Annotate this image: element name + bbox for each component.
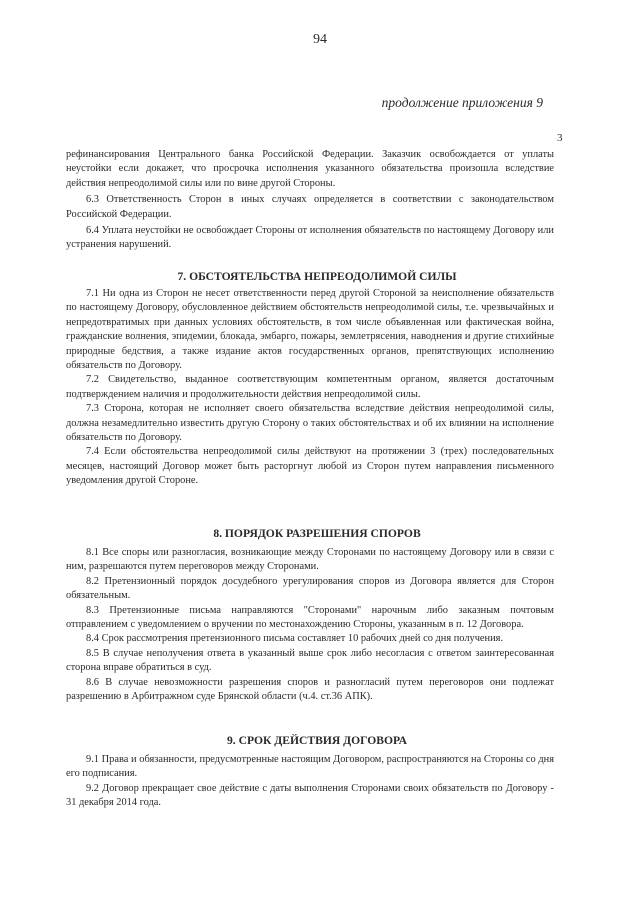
paragraph-9-2: 9.2 Договор прекращает свое действие с даты выполнения Сторонами своих обязательств по Договору - 31 декабря 2014 года. — [66, 782, 554, 809]
subpage-number: 3 — [557, 132, 563, 144]
paragraph-8-6: 8.6 В случае невозможности разрешения споров и разногласий путем переговоров они подлежат разрешению в Арбитражном суде Брянской области (ч.4. ст.36 АПК). — [66, 676, 554, 703]
paragraph-7-1: 7.1 Ни одна из Сторон не несет ответственности перед другой Стороной за неисполнение обязательств по настоящему Договору, обусловленное действием обстоятельств непреодолимой силы, т.е. чрезвычайных и непредотвратимых при данных условиях обстоятельств, в том числе объявленная или фактическая война, гражданские волнения, эпидемии, блокада, эмбарго, пожары, землетрясения, наводнения и другие стихийные природные бедствия, а также издание актов государственных органов, препятствующих исполнению обязательств по Договору. — [66, 288, 554, 372]
document-body — [66, 148, 554, 809]
paragraph-8-2: 8.2 Претензионный порядок досудебного урегулирования споров из Договора является для Сторон обязательным. — [66, 575, 554, 602]
section-7-title: 7. ОБСТОЯТЕЛЬСТВА НЕПРЕОДОЛИМОЙ СИЛЫ — [177, 270, 457, 283]
paragraph-8-4: 8.4 Срок рассмотрения претензионного письма составляет 10 рабочих дней со дня получения. — [86, 633, 504, 645]
section-force-majeure — [66, 270, 554, 489]
paragraph-7-2: 7.2 Свидетельство, выданное соответствующим компетентным органом, является достаточным подтверждением наличия и продолжительности действия непреодолимой силы. — [66, 374, 554, 400]
paragraph-8-3: 8.3 Претензионные письма направляются "Сторонами" нарочным либо заказным почтовым отправлением с уведомлением о вручении по местонахождению Стороны, указанным в п. 12 Договора. — [66, 604, 554, 631]
section-disputes — [66, 527, 554, 704]
paragraph-7-3: 7.3 Сторона, которая не исполняет своего обязательства вследствие действия непреодолимой силы, должна незамедлительно известить другую Сторону о таких обстоятельствах и об их влиянии на исполнение обязательств по Договору. — [66, 403, 554, 444]
paragraph-7-4: 7.4 Если обстоятельства непреодолимой силы действуют на протяжении 3 (трех) последовательных месяцев, настоящий Договор может быть расторгнут любой из Сторон путем направления письменного уведомления другой Стороне. — [66, 446, 554, 487]
paragraph-6-2-cont: рефинансирования Центрального банка Российской Федерации. Заказчик освобождается от уплаты неустойки если докажет, что просрочка исполнения указанного обязательства произошла вследствие действия непреодолимой силы или по вине другой Стороны. — [66, 149, 554, 189]
paragraph-9-1: 9.1 Права и обязанности, предусмотренные настоящим Договором, распространяются на Стороны со дня его подписания. — [66, 754, 554, 780]
page-number: 94 — [313, 32, 327, 47]
section-term — [66, 734, 554, 811]
paragraph-6-3: 6.3 Ответственность Сторон в иных случаях определяется в соответствии с законодательством Российской Федерации. — [66, 194, 554, 220]
paragraph-6-4: 6.4 Уплата неустойки не освобождает Стороны от исполнения обязательств по настоящему Договору или устранения нарушений. — [66, 225, 554, 251]
section-8-title: 8. ПОРЯДОК РАЗРЕШЕНИЯ СПОРОВ — [213, 527, 421, 540]
paragraph-8-1: 8.1 Все споры или разногласия, возникающие между Сторонами по настоящему Договору или в связи с ним, разрешаются путем переговоров между Сторонами. — [66, 547, 554, 573]
section-9-title: 9. СРОК ДЕЙСТВИЯ ДОГОВОРА — [227, 734, 407, 747]
continuation-label: продолжение приложения 9 — [381, 95, 543, 110]
paragraph-8-5: 8.5 В случае неполучения ответа в указанный выше срок либо несогласия с ответом заинтересованная сторона вправе обратиться в суд. — [66, 647, 554, 674]
